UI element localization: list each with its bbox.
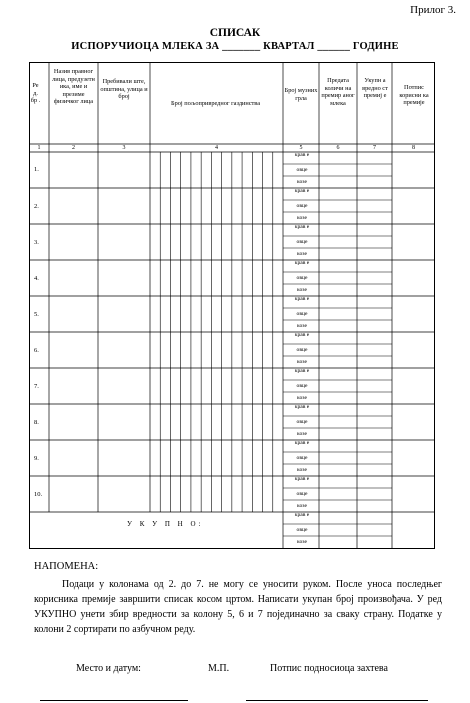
animal-label: овце (296, 275, 308, 281)
header-col-6: Предата количи на премир аног млека (321, 77, 355, 107)
animal-label: козе (297, 467, 307, 473)
place-date-line (40, 700, 188, 701)
animal-label: козе (297, 179, 307, 185)
animal-label: крав е (294, 476, 310, 482)
animal-label: овце (296, 383, 308, 389)
animal-label: козе (297, 287, 307, 293)
row-number: 6. (34, 347, 39, 354)
column-number: 2 (72, 145, 75, 151)
animal-label: овце (296, 347, 308, 353)
animal-label: крав е (294, 188, 310, 194)
animal-label: овце (296, 527, 308, 533)
column-number: 6 (336, 145, 340, 151)
row-number: 1. (34, 166, 39, 173)
column-number: 3 (122, 145, 126, 151)
row-number: 2. (34, 203, 39, 210)
animal-label: овце (296, 167, 308, 173)
stamp-label: М.П. (208, 663, 230, 674)
row-number: 9. (34, 455, 39, 462)
supplier-table (29, 62, 435, 549)
header-col-4: Број пољопривредног газдинства (170, 100, 260, 107)
signature-label: Потпис подносиоца захтева (270, 663, 388, 674)
row-number: 7. (34, 383, 39, 390)
row-number: 3. (34, 239, 39, 246)
animal-label: овце (296, 239, 308, 245)
animal-label: овце (296, 203, 308, 209)
column-number: 8 (412, 145, 415, 151)
animal-label: козе (297, 503, 307, 509)
column-number: 4 (215, 145, 218, 151)
total-label: У К У П Н О: (127, 520, 204, 528)
animal-label: крав е (294, 440, 310, 446)
animal-label: овце (296, 455, 308, 461)
table-grid (29, 62, 435, 549)
animal-label: крав е (294, 404, 310, 410)
header-col-8: Потпис корисни ка премије (399, 84, 429, 107)
row-number: 4. (34, 275, 39, 282)
header-col-2: Назив правног лица, предузетн ика, име и презиме физичког лица (52, 68, 95, 106)
header-col-1: Ре д. бр . (30, 82, 41, 105)
animal-label: козе (297, 323, 307, 329)
animal-label: крав е (294, 152, 310, 158)
header-col-3: Пребивали ште, општина, улица и број (100, 78, 148, 101)
column-number: 1 (37, 145, 41, 151)
row-number: 10. (34, 491, 43, 498)
animal-label: козе (297, 539, 307, 545)
animal-label: козе (297, 395, 307, 401)
animal-label: крав е (294, 512, 310, 518)
animal-label: козе (297, 431, 307, 437)
signature-line (246, 700, 428, 701)
note-text: Подаци у колонама од 2. до 7. не могу се уносити руком. После уноса последњег корисника премије завршити списак косом цртом. Написати укупан број произвођача. У ред УКУПНО унети збир вредности за колону 5, 6 и 7 појединачно за сваку страну. Податке у колони 2 сортирати по азбучном реду. (34, 579, 442, 635)
animal-label: крав е (294, 260, 310, 266)
animal-label: козе (297, 359, 307, 365)
annex-label: Прилог 3. (410, 4, 456, 16)
row-number: 8. (34, 419, 39, 426)
header-col-7: Укупн а вреднo ст премиј е (362, 77, 388, 100)
document-subtitle: ИСПОРУЧИОЦА МЛЕКА ЗА _______ КВАРТАЛ ______ ГОДИНЕ (71, 41, 399, 52)
animal-label: овце (296, 311, 308, 317)
animal-label: овце (296, 419, 308, 425)
document-title: СПИСАК (209, 27, 261, 39)
animal-label: козе (297, 215, 307, 221)
row-number: 5. (34, 311, 39, 318)
animal-label: крав е (294, 224, 310, 230)
animal-label: крав е (294, 368, 310, 374)
column-number: 7 (373, 145, 376, 151)
animal-label: крав е (294, 296, 310, 302)
column-number: 5 (299, 145, 303, 151)
place-date-label: Место и датум: (76, 663, 141, 674)
animal-label: овце (296, 491, 308, 497)
animal-label: крав е (294, 332, 310, 338)
animal-label: козе (297, 251, 307, 257)
note-heading: НАПОМЕНА: (34, 561, 99, 572)
header-col-5: Број музних грла (284, 87, 318, 102)
